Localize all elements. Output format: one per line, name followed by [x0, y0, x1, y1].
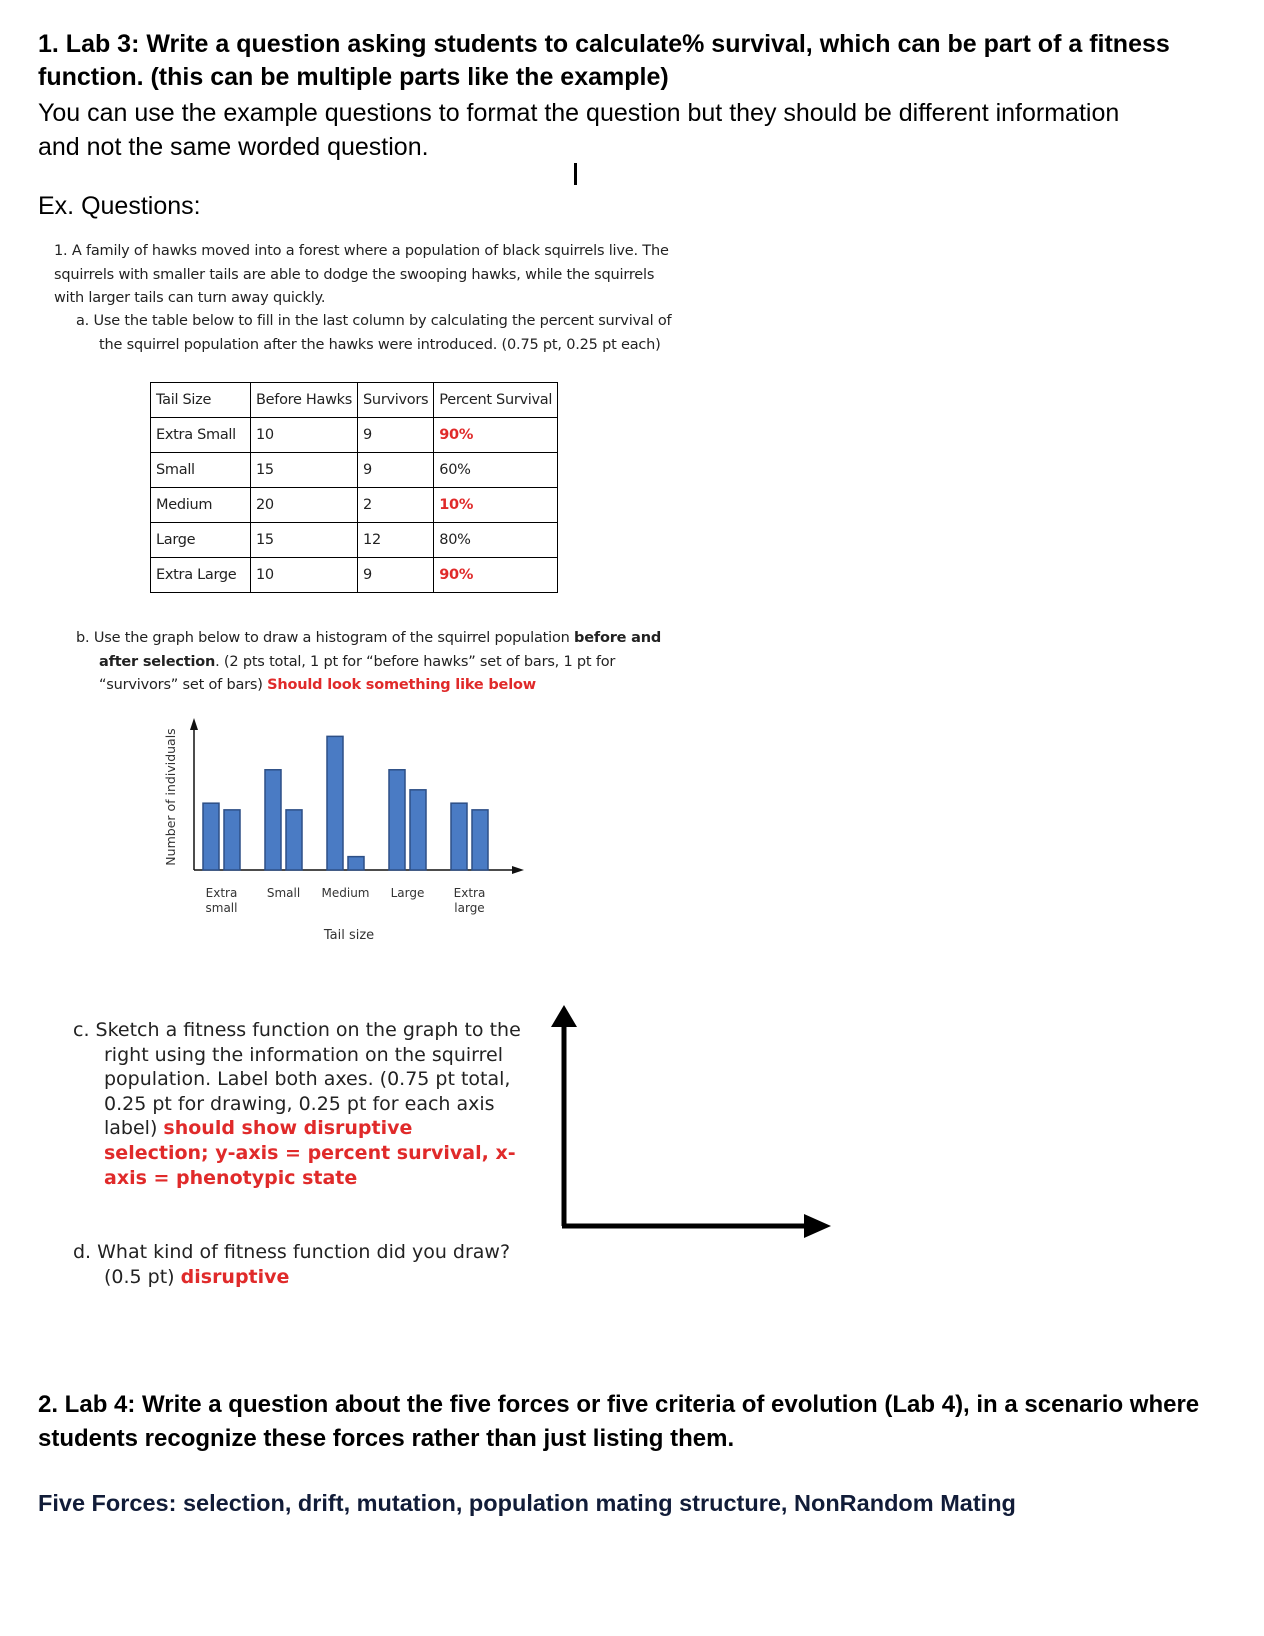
histogram-tick-label: Small — [266, 886, 301, 900]
part-d-answer: disruptive — [180, 1265, 290, 1288]
histogram-tick-label: Medium — [321, 886, 370, 900]
percent-cell: 10% — [434, 488, 558, 523]
before-cell: 10 — [251, 418, 358, 453]
survivors-cell: 9 — [358, 558, 434, 593]
table-row — [151, 453, 558, 488]
histogram-y-arrow-icon — [190, 718, 198, 730]
histogram-bar-survivors — [286, 810, 302, 870]
header-cell: Survivors — [358, 383, 434, 418]
survivors-cell: 9 — [358, 453, 434, 488]
histogram-bar-before — [451, 803, 467, 870]
tail-size-cell: Small — [151, 453, 251, 488]
tail-size-cell: Extra Small — [151, 418, 251, 453]
histogram-tick-label: Large — [390, 886, 425, 900]
before-cell: 15 — [251, 453, 358, 488]
example-part-a — [76, 310, 676, 357]
percent-cell: 60% — [434, 453, 558, 488]
histogram-tick-label: small — [205, 901, 238, 915]
fitness-x-arrow-icon — [804, 1214, 831, 1238]
percent-cell: 90% — [434, 418, 558, 453]
table-row — [151, 488, 558, 523]
survivors-cell: 2 — [358, 488, 434, 523]
histogram-bar-survivors — [348, 857, 364, 870]
fitness-y-arrow-icon — [551, 1005, 577, 1027]
histogram-y-label: Number of individuals — [163, 728, 178, 866]
part-a-text: a. Use the table below to fill in the last column by calculating the percent survival of the squirrel population after the hawks were introduced. (0.75 pt, 0.25 pt each) — [76, 313, 672, 353]
question-1-instructions: You can use the example questions to format the question but they should be different information and not the same worded question. — [38, 99, 1120, 161]
table-row — [151, 558, 558, 593]
question-2-title: 2. Lab 4: Write a question about the five forces or five criteria of evolution (Lab 4), in a scenario where students recognize these forces rather than just listing them. — [38, 1391, 1200, 1452]
histogram-bar-survivors — [224, 810, 240, 870]
survival-table — [150, 382, 558, 593]
table-header-row — [151, 383, 558, 418]
histogram-bar-survivors — [472, 810, 488, 870]
histogram-bar-survivors — [410, 790, 426, 870]
text-cursor — [574, 163, 577, 185]
histogram-bar-before — [389, 770, 405, 870]
part-b-prefix: b. Use the graph below to draw a histogram of the squirrel population — [76, 630, 575, 646]
histogram-bar-before — [203, 803, 219, 870]
histogram-chart — [160, 715, 540, 945]
percent-cell: 90% — [434, 558, 558, 593]
survivors-cell: 9 — [358, 418, 434, 453]
histogram-x-label: Tail size — [323, 928, 375, 943]
histogram-tick-label: large — [454, 901, 485, 915]
example-part-c — [73, 1018, 523, 1190]
fitness-axes — [540, 1000, 840, 1240]
tail-size-cell: Extra Large — [151, 558, 251, 593]
histogram-bar-before — [265, 770, 281, 870]
tail-size-cell: Medium — [151, 488, 251, 523]
before-cell: 10 — [251, 558, 358, 593]
part-d-text: d. What kind of fitness function did you draw? (0.5 pt) — [73, 1241, 511, 1288]
part-c-text: c. Sketch a fitness function on the graph to the right using the information on the squirrel population. Label both axes. (0.75 pt total, 0.25 pt for drawing, 0.25 pt for each axis label) — [73, 1019, 521, 1140]
histogram-tick-label: Extra — [205, 886, 238, 900]
histogram-bar-before — [327, 736, 343, 870]
example-part-d — [73, 1240, 523, 1289]
part-b-answer: Should look something like below — [267, 677, 536, 693]
part-c-answer: should show disruptive selection; y-axis = percent survival, x-axis = phenotypic state — [104, 1117, 516, 1189]
examples-label: Ex. Questions: — [38, 192, 201, 220]
table-row — [151, 523, 558, 558]
five-forces-line: Five Forces: selection, drift, mutation, population mating structure, NonRandom Mating — [38, 1490, 1016, 1516]
table-row — [151, 418, 558, 453]
before-cell: 15 — [251, 523, 358, 558]
example-intro: 1. A family of hawks moved into a forest where a population of black squirrels live. The squirrels with smaller tails are able to dodge the swooping hawks, while the squirrels with larger tails can turn away quickly. — [54, 243, 669, 306]
survivors-cell: 12 — [358, 523, 434, 558]
part-b-rest: . (2 pts total, 1 pt for “before hawks” set of bars, 1 pt for “survivors” set of bars) — [99, 653, 616, 693]
question-1-title: 1. Lab 3: Write a question asking students to calculate% survival, which can be part of a fitness function. (this can be multiple parts like the example) — [38, 30, 1170, 91]
header-cell: Tail Size — [151, 383, 251, 418]
histogram-tick-label: Extra — [453, 886, 486, 900]
part-b-text — [76, 627, 676, 698]
example-part-b — [76, 627, 676, 698]
part-b-bold: before and after selection — [99, 630, 662, 670]
histogram-x-arrow-icon — [512, 866, 524, 874]
before-cell: 20 — [251, 488, 358, 523]
percent-cell: 80% — [434, 523, 558, 558]
tail-size-cell: Large — [151, 523, 251, 558]
header-cell: Percent Survival — [434, 383, 558, 418]
header-cell: Before Hawks — [251, 383, 358, 418]
